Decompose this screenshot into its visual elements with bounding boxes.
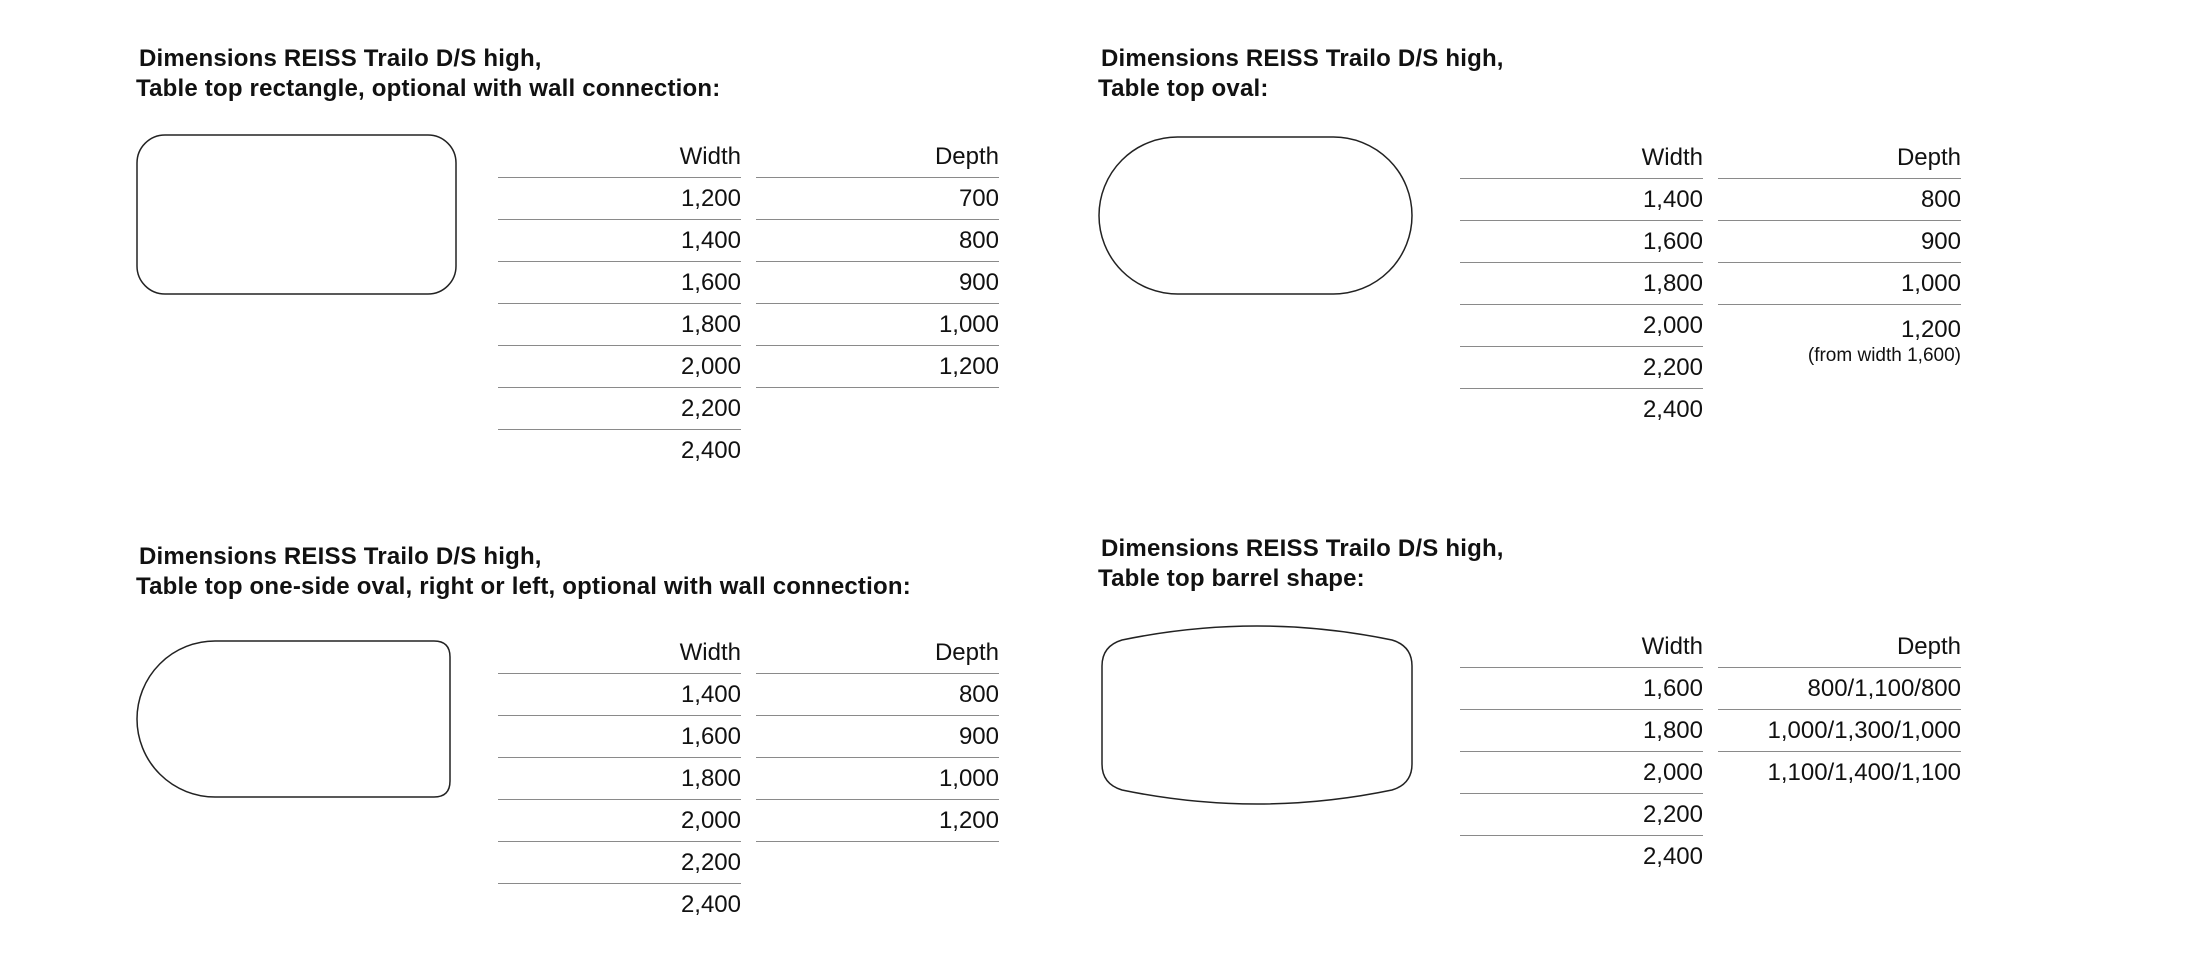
title-line-2: Table top one-side oval, right or left, optional with wall connection: [136, 573, 911, 600]
depth-cell: 800 [1718, 179, 1961, 221]
width-cell: 1,800 [1460, 263, 1703, 305]
depth-column [1718, 141, 1961, 367]
rounded-rectangle-icon [136, 134, 458, 296]
title-line-1: Dimensions REISS Trailo D/S high, [139, 45, 542, 72]
depth-cell: 800 [756, 220, 999, 262]
title-line-2: Table top oval: [1098, 75, 1269, 102]
width-column [498, 636, 741, 926]
depth-column [756, 140, 999, 388]
depth-cell: 1,000 [756, 758, 999, 800]
panel-barrel-shape [1098, 534, 1998, 954]
panel-title [136, 44, 720, 104]
panel-one-side-oval [136, 542, 1136, 962]
width-cell: 2,000 [1460, 305, 1703, 347]
depth-cell: 800/1,100/800 [1718, 668, 1961, 710]
width-header: Width [498, 636, 741, 674]
title-line-2: Table top barrel shape: [1098, 565, 1365, 592]
depth-header: Depth [756, 140, 999, 178]
depth-column [1718, 630, 1961, 794]
depth-column [756, 636, 999, 842]
one-side-oval-table-icon [136, 640, 452, 800]
width-cell: 1,600 [498, 716, 741, 758]
width-cell: 2,200 [498, 388, 741, 430]
width-cell: 1,800 [498, 304, 741, 346]
depth-cell: 900 [756, 716, 999, 758]
depth-cell: 700 [756, 178, 999, 220]
width-cell: 2,400 [680, 437, 741, 464]
width-header: Width [1460, 630, 1703, 668]
width-cell: 2,200 [1460, 347, 1703, 389]
width-cell: 2,400 [680, 891, 741, 918]
barrel-shape-table-icon [1098, 626, 1416, 804]
panel-rectangle [136, 44, 1036, 484]
width-cell: 1,600 [1460, 221, 1703, 263]
title-line-1: Dimensions REISS Trailo D/S high, [1101, 535, 1504, 562]
width-cell: 1,400 [498, 674, 741, 716]
width-cell: 2,000 [1460, 752, 1703, 794]
width-header: Width [498, 140, 741, 178]
width-cell: 2,200 [1460, 794, 1703, 836]
depth-cell: 800 [756, 674, 999, 716]
oval-table-icon [1098, 136, 1414, 296]
depth-cell: 900 [1718, 221, 1961, 263]
depth-cell: 900 [756, 262, 999, 304]
depth-cell: 1,200 [756, 346, 999, 388]
depth-cell: 1,100/1,400/1,100 [1767, 759, 1961, 786]
width-column [1460, 630, 1703, 878]
depth-cell: 1,000 [1718, 263, 1961, 305]
title-line-1: Dimensions REISS Trailo D/S high, [1101, 45, 1504, 72]
width-cell: 2,400 [1642, 843, 1703, 870]
width-cell: 2,200 [498, 842, 741, 884]
width-cell: 1,200 [498, 178, 741, 220]
panel-title [136, 542, 911, 602]
width-cell: 1,600 [498, 262, 741, 304]
depth-cell: 1,000/1,300/1,000 [1718, 710, 1961, 752]
depth-cell: 1,200 [1900, 316, 1961, 343]
width-cell: 2,400 [1642, 396, 1703, 423]
depth-header: Depth [1718, 141, 1961, 179]
title-line-1: Dimensions REISS Trailo D/S high, [139, 543, 542, 570]
width-cell: 1,800 [498, 758, 741, 800]
panel-title [1098, 534, 1504, 594]
width-column [498, 140, 741, 472]
panel-oval [1098, 44, 1998, 484]
panel-title [1098, 44, 1504, 104]
width-cell: 2,000 [498, 346, 741, 388]
depth-header: Depth [1718, 630, 1961, 668]
width-column [1460, 141, 1703, 431]
width-header: Width [1460, 141, 1703, 179]
width-cell: 1,400 [1460, 179, 1703, 221]
width-cell: 2,000 [498, 800, 741, 842]
depth-header: Depth [756, 636, 999, 674]
width-cell: 1,400 [498, 220, 741, 262]
depth-cell: 1,200 [756, 800, 999, 842]
width-cell: 1,600 [1460, 668, 1703, 710]
width-cell: 1,800 [1460, 710, 1703, 752]
depth-cell: 1,000 [756, 304, 999, 346]
title-line-2: Table top rectangle, optional with wall connection: [136, 75, 721, 102]
depth-note: (from width 1,600) [1807, 345, 1961, 366]
